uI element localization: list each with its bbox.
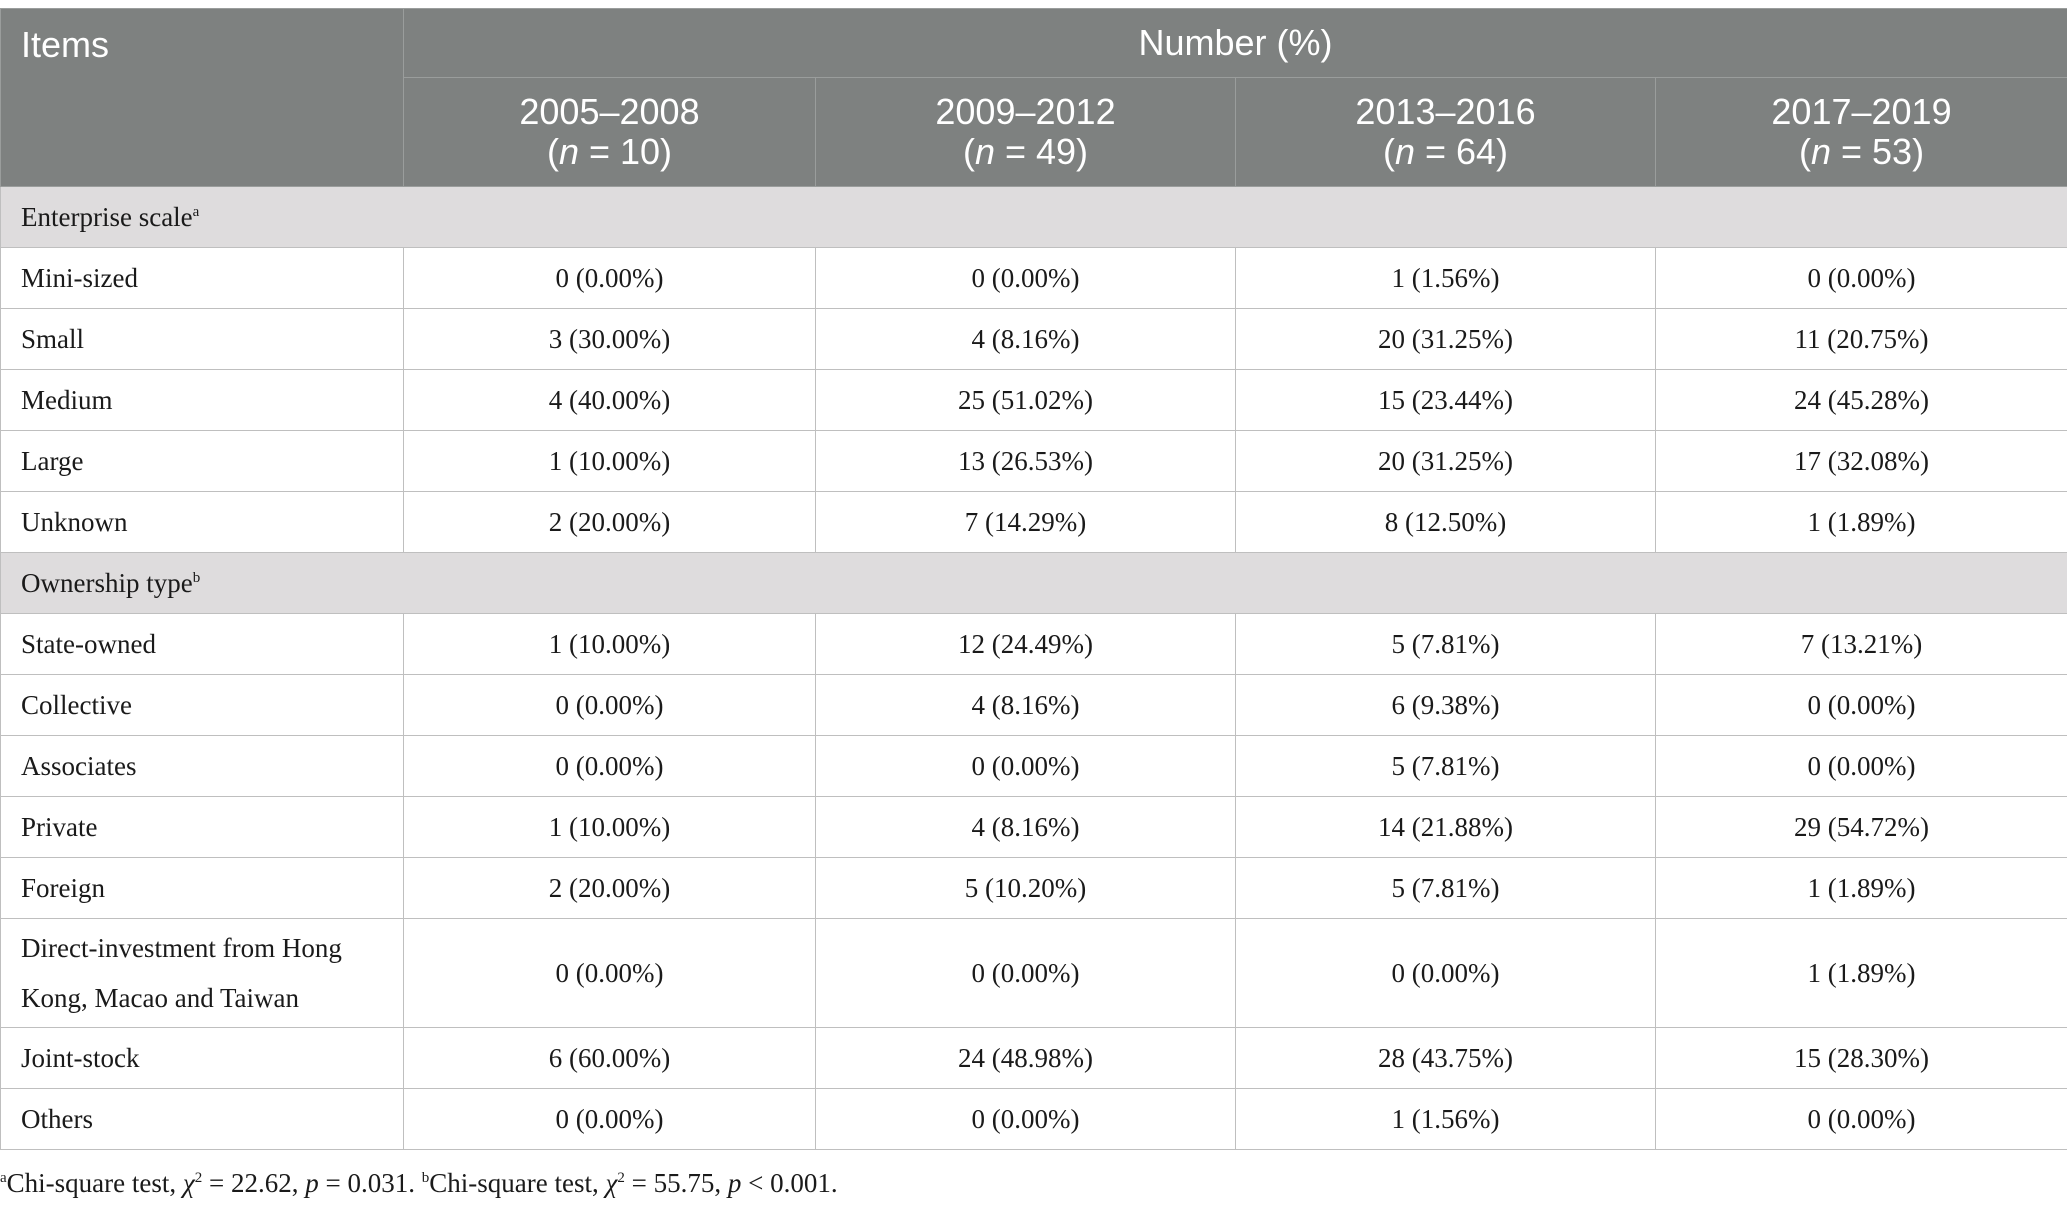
value-cell: 6 (60.00%) — [404, 1028, 816, 1089]
value-cell: 1 (10.00%) — [404, 614, 816, 675]
value-cell: 2 (20.00%) — [404, 858, 816, 919]
value-cell: 5 (7.81%) — [1236, 736, 1656, 797]
period-header-2017-2019 — [1656, 78, 2067, 187]
table-row — [1, 370, 2067, 431]
period-years: 2009–2012 — [935, 91, 1116, 132]
table-row — [1, 736, 2067, 797]
value-cell: 0 (0.00%) — [1656, 1089, 2067, 1150]
value-cell: 0 (0.00%) — [1656, 248, 2067, 309]
value-cell: 0 (0.00%) — [404, 675, 816, 736]
row-label: Medium — [1, 370, 404, 431]
value-cell: 11 (20.75%) — [1656, 309, 2067, 370]
table-row — [1, 675, 2067, 736]
row-label: Collective — [1, 675, 404, 736]
table-row — [1, 431, 2067, 492]
row-label: Associates — [1, 736, 404, 797]
row-label: Unknown — [1, 492, 404, 553]
row-label: Direct-investment from Hong Kong, Macao and Taiwan — [1, 919, 404, 1028]
section-title: Ownership type$^b$ — [1, 553, 2067, 614]
value-cell: 29 (54.72%) — [1656, 797, 2067, 858]
value-cell: 20 (31.25%) — [1236, 431, 1656, 492]
period-years: 2005–2008 — [519, 91, 700, 132]
value-cell: 6 (9.38%) — [1236, 675, 1656, 736]
value-cell: 0 (0.00%) — [816, 919, 1236, 1028]
table-row — [1, 1089, 2067, 1150]
value-cell: 1 (1.89%) — [1656, 858, 2067, 919]
table-body — [1, 187, 2067, 1150]
value-cell: 12 (24.49%) — [816, 614, 1236, 675]
value-cell: 17 (32.08%) — [1656, 431, 2067, 492]
value-cell: 0 (0.00%) — [404, 248, 816, 309]
value-cell: 1 (1.56%) — [1236, 1089, 1656, 1150]
value-cell: 20 (31.25%) — [1236, 309, 1656, 370]
value-cell: 1 (10.00%) — [404, 797, 816, 858]
value-cell: 4 (40.00%) — [404, 370, 816, 431]
value-cell: 15 (23.44%) — [1236, 370, 1656, 431]
period-sample-size: (n = 53) — [1798, 131, 1925, 172]
period-sample-size: (n = 64) — [1382, 131, 1509, 172]
value-cell: 7 (13.21%) — [1656, 614, 2067, 675]
value-cell: 5 (10.20%) — [816, 858, 1236, 919]
value-cell: 3 (30.00%) — [404, 309, 816, 370]
value-cell: 1 (1.89%) — [1656, 919, 2067, 1028]
period-sample-size: (n = 10) — [546, 131, 673, 172]
row-label: Joint-stock — [1, 1028, 404, 1089]
value-cell: 8 (12.50%) — [1236, 492, 1656, 553]
table-header — [1, 9, 2067, 187]
period-years: 2013–2016 — [1355, 91, 1536, 132]
value-cell: 5 (7.81%) — [1236, 858, 1656, 919]
value-cell: 5 (7.81%) — [1236, 614, 1656, 675]
value-cell: 0 (0.00%) — [1236, 919, 1656, 1028]
items-column-header: Items — [1, 9, 404, 187]
section-title: Enterprise scale$^a$ — [1, 187, 2067, 248]
value-cell: 0 (0.00%) — [1656, 736, 2067, 797]
value-cell: 2 (20.00%) — [404, 492, 816, 553]
value-cell: 25 (51.02%) — [816, 370, 1236, 431]
value-cell: 1 (1.89%) — [1656, 492, 2067, 553]
row-label: Small — [1, 309, 404, 370]
value-cell: 0 (0.00%) — [816, 1089, 1236, 1150]
table-row — [1, 492, 2067, 553]
period-header-2005-2008 — [404, 78, 816, 187]
table-row — [1, 309, 2067, 370]
table-row — [1, 797, 2067, 858]
period-header-2013-2016 — [1236, 78, 1656, 187]
value-cell: 14 (21.88%) — [1236, 797, 1656, 858]
value-cell: 1 (10.00%) — [404, 431, 816, 492]
table-row — [1, 614, 2067, 675]
value-cell: 24 (45.28%) — [1656, 370, 2067, 431]
table-footnote: $^a$Chi-square test, $\chi^2 = 22.62$, p = 0.031. $^b$Chi-square test, $\chi^2 = 55.75$, p < 0.001. — [0, 1168, 838, 1198]
section-row — [1, 187, 2067, 248]
period-header-2009-2012 — [816, 78, 1236, 187]
row-label: Large — [1, 431, 404, 492]
table-row — [1, 919, 2067, 1028]
row-label: State-owned — [1, 614, 404, 675]
table-row — [1, 1028, 2067, 1089]
value-cell: 4 (8.16%) — [816, 309, 1236, 370]
row-label: Mini-sized — [1, 248, 404, 309]
value-cell: 0 (0.00%) — [404, 736, 816, 797]
value-cell: 24 (48.98%) — [816, 1028, 1236, 1089]
number-percent-header: Number (%) — [404, 9, 2067, 78]
row-label: Others — [1, 1089, 404, 1150]
value-cell: 4 (8.16%) — [816, 797, 1236, 858]
row-label: Private — [1, 797, 404, 858]
table-row — [1, 248, 2067, 309]
row-label: Foreign — [1, 858, 404, 919]
section-row — [1, 553, 2067, 614]
value-cell: 0 (0.00%) — [1656, 675, 2067, 736]
enterprise-table — [0, 8, 2067, 1150]
value-cell: 0 (0.00%) — [816, 736, 1236, 797]
period-years: 2017–2019 — [1771, 91, 1952, 132]
value-cell: 0 (0.00%) — [816, 248, 1236, 309]
value-cell: 28 (43.75%) — [1236, 1028, 1656, 1089]
results-table-container — [0, 8, 2067, 1150]
value-cell: 15 (28.30%) — [1656, 1028, 2067, 1089]
value-cell: 0 (0.00%) — [404, 919, 816, 1028]
value-cell: 1 (1.56%) — [1236, 248, 1656, 309]
value-cell: 7 (14.29%) — [816, 492, 1236, 553]
period-sample-size: (n = 49) — [962, 131, 1089, 172]
table-row — [1, 858, 2067, 919]
value-cell: 4 (8.16%) — [816, 675, 1236, 736]
value-cell: 13 (26.53%) — [816, 431, 1236, 492]
value-cell: 0 (0.00%) — [404, 1089, 816, 1150]
